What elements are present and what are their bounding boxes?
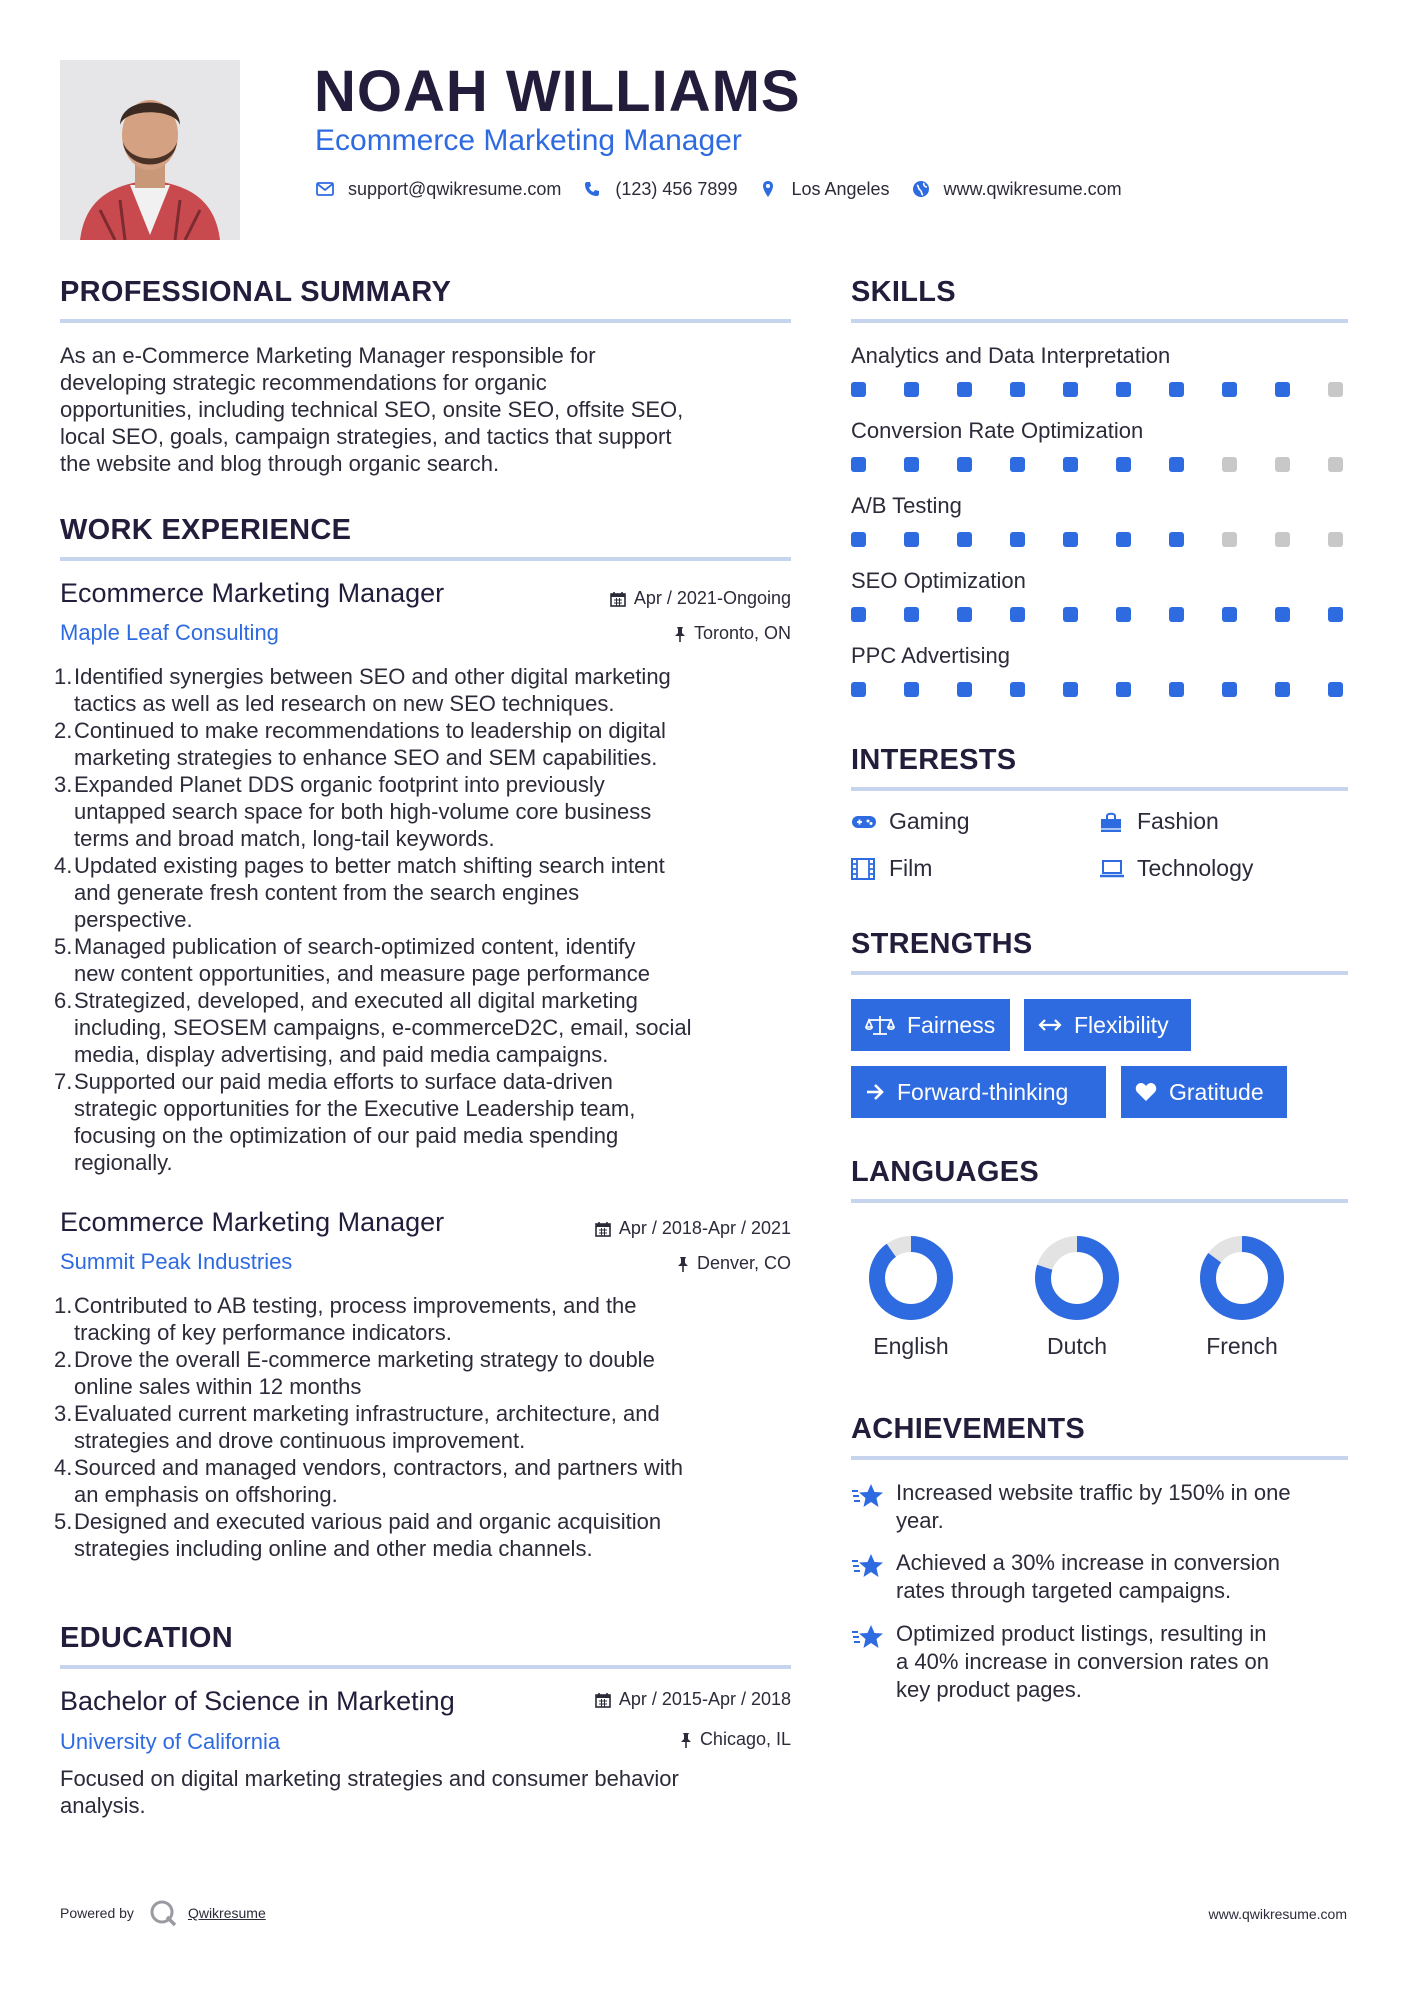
skill-dot-filled xyxy=(1010,382,1025,397)
list-item xyxy=(56,987,796,1068)
interest-label: Gaming xyxy=(889,808,970,834)
bullet-line: tracking of key performance indicators. xyxy=(74,1320,452,1345)
footer-website[interactable]: www.qwikresume.com xyxy=(1208,1906,1347,1922)
star-badge-icon xyxy=(851,1620,887,1704)
company-name[interactable]: Summit Peak Industries xyxy=(60,1249,293,1274)
skill-name: Analytics and Data Interpretation xyxy=(851,343,1171,368)
skill-dot-filled xyxy=(851,532,866,547)
skill-name: Conversion Rate Optimization xyxy=(851,418,1144,443)
bullet-line: Sourced and managed vendors, contractors, and partners with xyxy=(74,1455,684,1480)
strength-label: Gratitude xyxy=(1169,1078,1264,1105)
achievements-divider xyxy=(851,1456,1348,1460)
list-number: 1. xyxy=(54,1293,73,1318)
job-location xyxy=(677,1253,791,1274)
skill-dot-empty xyxy=(1222,532,1237,547)
summary-line: developing strategic recommendations for organic xyxy=(60,370,547,395)
bullet-line: strategies and drove continuous improvement. xyxy=(74,1428,526,1453)
candidate-title: Ecommerce Marketing Manager xyxy=(315,124,742,157)
skill-dot-filled xyxy=(957,382,972,397)
strengths-heading: STRENGTHS xyxy=(851,928,1033,960)
interest-item xyxy=(1099,808,1219,835)
interest-label: Film xyxy=(889,855,933,881)
skill-dot-filled xyxy=(851,607,866,622)
skill-dot-filled xyxy=(1010,532,1025,547)
job-dates-text: Apr / 2021-Ongoing xyxy=(633,588,791,608)
language-name: English xyxy=(873,1333,949,1359)
bullet-line: online sales within 12 months xyxy=(74,1374,362,1399)
strength-tag xyxy=(1121,1066,1287,1118)
job-location-text: Toronto, ON xyxy=(693,623,791,643)
skill-name: A/B Testing xyxy=(851,493,962,518)
interest-item xyxy=(851,855,932,882)
bullet-line: perspective. xyxy=(74,907,193,932)
map-pin-icon xyxy=(757,178,779,200)
skill-dot-filled xyxy=(957,532,972,547)
skill-dot-filled xyxy=(1275,607,1290,622)
school-name[interactable]: University of California xyxy=(60,1729,281,1754)
skill-dot-filled xyxy=(1169,532,1184,547)
job-bullets xyxy=(56,1292,796,1562)
skill-name: PPC Advertising xyxy=(851,643,1010,668)
candidate-name: NOAH WILLIAMS xyxy=(314,59,801,124)
skill-dot-filled xyxy=(851,382,866,397)
bullet-line: new content opportunities, and measure page performance xyxy=(74,961,651,986)
strength-label: Forward-thinking xyxy=(897,1078,1069,1105)
website-text: www.qwikresume.com xyxy=(943,178,1122,199)
list-number: 4. xyxy=(54,853,73,878)
list-item xyxy=(56,933,796,987)
job-bullets xyxy=(56,663,796,1176)
skill-dot-empty xyxy=(1328,532,1343,547)
skill-dot-filled xyxy=(1010,682,1025,697)
balance-scale-icon xyxy=(865,1014,895,1036)
list-item xyxy=(56,1346,796,1400)
list-item xyxy=(56,663,796,717)
skill-dot-filled xyxy=(1169,607,1184,622)
list-item xyxy=(56,1068,796,1176)
skill-rating xyxy=(851,382,1343,398)
skill-rating xyxy=(851,682,1343,698)
skill-dot-empty xyxy=(1275,457,1290,472)
education-divider xyxy=(60,1665,791,1669)
bullet-line: Identified synergies between SEO and other digital marketing xyxy=(74,664,671,689)
bullet-line: terms and broad match, long-tail keywords. xyxy=(74,826,495,851)
contact-location xyxy=(757,178,889,200)
contact-email[interactable] xyxy=(314,178,561,200)
skill-dot-filled xyxy=(957,607,972,622)
skill-dot-filled xyxy=(1169,457,1184,472)
achievement-text xyxy=(896,1549,1280,1605)
education-dates-text: Apr / 2015-Apr / 2018 xyxy=(618,1689,791,1709)
skill-dot-empty xyxy=(1328,457,1343,472)
language-proficiency-ring xyxy=(868,1235,954,1321)
list-number: 2. xyxy=(54,718,73,743)
skill-rating xyxy=(851,457,1343,473)
calendar-icon xyxy=(610,591,626,607)
skill-dot-filled xyxy=(1063,682,1078,697)
education-location xyxy=(680,1729,791,1750)
skill-dot-filled xyxy=(1275,382,1290,397)
language-ring-fill xyxy=(877,1244,945,1312)
pushpin-icon xyxy=(677,1256,689,1272)
globe-icon xyxy=(910,178,932,200)
powered-by-text: Powered by xyxy=(60,1905,134,1921)
education-heading: EDUCATION xyxy=(60,1622,233,1654)
bullet-line: Updated existing pages to better match shifting search intent xyxy=(74,853,665,878)
experience-divider xyxy=(60,557,791,561)
list-item xyxy=(56,771,796,852)
bullet-line: Evaluated current marketing infrastructure, architecture, and xyxy=(74,1401,660,1426)
footer-branding xyxy=(60,1898,266,1928)
list-number: 7. xyxy=(54,1069,73,1094)
location-text: Los Angeles xyxy=(791,178,890,199)
list-number: 5. xyxy=(54,934,73,959)
bullet-line: focusing on the optimization of our paid media spending xyxy=(74,1123,619,1148)
summary-line: As an e-Commerce Marketing Manager responsible for xyxy=(60,343,596,368)
skill-dot-filled xyxy=(851,682,866,697)
list-number: 3. xyxy=(54,1401,73,1426)
skill-dot-empty xyxy=(1275,532,1290,547)
strength-tag xyxy=(851,999,1010,1051)
interest-item xyxy=(851,808,970,835)
skill-dot-filled xyxy=(1063,457,1078,472)
bullet-line: tactics as well as led research on new SEO techniques. xyxy=(74,691,615,716)
pushpin-icon xyxy=(674,626,686,642)
experience-heading: WORK EXPERIENCE xyxy=(60,514,352,546)
arrow-right-icon xyxy=(865,1083,885,1101)
achievement-line: Optimized product listings, resulting in xyxy=(896,1621,1267,1646)
language-item xyxy=(1012,1235,1142,1360)
arrows-horizontal-icon xyxy=(1038,1018,1062,1032)
achievements-heading: ACHIEVEMENTS xyxy=(851,1413,1086,1445)
skill-dot-filled xyxy=(904,607,919,622)
education-line: Focused on digital marketing strategies and consumer behavior xyxy=(60,1766,679,1791)
pushpin-icon xyxy=(680,1732,692,1748)
language-name: French xyxy=(1206,1333,1278,1359)
skill-dot-filled xyxy=(904,682,919,697)
list-number: 4. xyxy=(54,1455,73,1480)
language-proficiency-ring xyxy=(1199,1235,1285,1321)
skill-rating xyxy=(851,532,1343,548)
achievement-line: year. xyxy=(896,1508,944,1533)
bullet-line: Continued to make recommendations to leadership on digital xyxy=(74,718,666,743)
job-dates-text: Apr / 2018-Apr / 2021 xyxy=(618,1218,791,1238)
company-name[interactable]: Maple Leaf Consulting xyxy=(60,620,279,645)
achievement-item xyxy=(851,1479,1351,1535)
bullet-line: media, display advertising, and paid media campaigns. xyxy=(74,1042,609,1067)
bullet-line: regionally. xyxy=(74,1150,173,1175)
interest-label: Fashion xyxy=(1137,808,1219,834)
skill-dot-empty xyxy=(1328,382,1343,397)
skill-dot-filled xyxy=(904,457,919,472)
list-item xyxy=(56,1400,796,1454)
degree-title: Bachelor of Science in Marketing xyxy=(60,1686,455,1716)
strength-tag xyxy=(851,1066,1106,1118)
bullet-line: an emphasis on offshoring. xyxy=(74,1482,338,1507)
skill-dot-filled xyxy=(1169,382,1184,397)
summary-line: the website and blog through organic search. xyxy=(60,451,500,476)
phone-text: (123) 456 7899 xyxy=(615,178,738,199)
summary-line: local SEO, goals, campaign strategies, and tactics that support xyxy=(60,424,672,449)
list-item xyxy=(56,717,796,771)
skill-dot-filled xyxy=(1010,607,1025,622)
job-title: Ecommerce Marketing Manager xyxy=(60,578,445,608)
profile-photo xyxy=(60,60,240,240)
job-title: Ecommerce Marketing Manager xyxy=(60,1207,445,1237)
bullet-line: Supported our paid media efforts to surface data-driven xyxy=(74,1069,613,1094)
skill-dot-filled xyxy=(1116,607,1131,622)
skill-dot-filled xyxy=(1169,682,1184,697)
skill-dot-filled xyxy=(904,532,919,547)
list-number: 6. xyxy=(54,988,73,1013)
skill-dot-filled xyxy=(904,382,919,397)
strength-label: Fairness xyxy=(907,1011,996,1038)
list-number: 1. xyxy=(54,664,73,689)
skills-divider xyxy=(851,319,1348,323)
heart-icon xyxy=(1135,1082,1157,1102)
interest-label: Technology xyxy=(1137,855,1254,881)
achievement-line: a 40% increase in conversion rates on xyxy=(896,1649,1269,1674)
skills-heading: SKILLS xyxy=(851,276,956,308)
skill-dot-filled xyxy=(1063,382,1078,397)
bullet-line: Expanded Planet DDS organic footprint into previously xyxy=(74,772,605,797)
job-dates xyxy=(610,588,791,609)
interest-item xyxy=(1099,855,1253,882)
language-item xyxy=(846,1235,976,1360)
achievement-item xyxy=(851,1620,1351,1704)
summary-text xyxy=(60,342,683,477)
languages-heading: LANGUAGES xyxy=(851,1156,1039,1188)
bullet-line: Drove the overall E-commerce marketing strategy to double xyxy=(74,1347,655,1372)
list-item xyxy=(56,1508,796,1562)
skill-dot-filled xyxy=(851,457,866,472)
calendar-icon xyxy=(595,1692,611,1708)
star-badge-icon xyxy=(851,1549,887,1605)
summary-divider xyxy=(60,319,791,323)
skill-dot-filled xyxy=(1275,682,1290,697)
qwikresume-logo-icon xyxy=(148,1898,178,1928)
list-number: 2. xyxy=(54,1347,73,1372)
skill-dot-filled xyxy=(1222,607,1237,622)
star-badge-icon xyxy=(851,1479,887,1535)
email-text: support@qwikresume.com xyxy=(348,178,562,199)
bullet-line: and generate fresh content from the search engines xyxy=(74,880,580,905)
bullet-line: Designed and executed various paid and organic acquisition xyxy=(74,1509,662,1534)
list-number: 3. xyxy=(54,772,73,797)
bullet-line: Managed publication of search-optimized content, identify xyxy=(74,934,636,959)
skill-rating xyxy=(851,607,1343,623)
qwikresume-link[interactable]: Qwikresume xyxy=(187,1905,266,1921)
skill-dot-filled xyxy=(1222,382,1237,397)
skill-dot-filled xyxy=(1328,682,1343,697)
person-photo-icon xyxy=(60,60,240,240)
skill-dot-empty xyxy=(1222,457,1237,472)
skill-dot-filled xyxy=(957,457,972,472)
skill-dot-filled xyxy=(1063,532,1078,547)
list-item xyxy=(56,1454,796,1508)
gamepad-icon xyxy=(851,811,877,833)
bullet-line: strategic opportunities for the Executive Leadership team, xyxy=(74,1096,636,1121)
language-item xyxy=(1177,1235,1307,1360)
achievement-text xyxy=(896,1479,1291,1535)
envelope-icon xyxy=(314,178,336,200)
strength-label: Flexibility xyxy=(1074,1011,1169,1038)
education-description xyxy=(60,1765,679,1819)
skill-dot-filled xyxy=(957,682,972,697)
strengths-divider xyxy=(851,971,1348,975)
phone-icon xyxy=(581,178,603,200)
bullet-line: strategies including online and other media channels. xyxy=(74,1536,593,1561)
list-item xyxy=(56,852,796,933)
list-number: 5. xyxy=(54,1509,73,1534)
language-name: Dutch xyxy=(1046,1333,1108,1359)
job-location-text: Denver, CO xyxy=(696,1253,791,1273)
skill-dot-filled xyxy=(1116,457,1131,472)
bullet-line: Contributed to AB testing, process improvements, and the xyxy=(74,1293,637,1318)
list-item xyxy=(56,1292,796,1346)
skill-dot-filled xyxy=(1116,382,1131,397)
bullet-line: marketing strategies to enhance SEO and SEM capabilities. xyxy=(74,745,658,770)
skill-dot-filled xyxy=(1116,682,1131,697)
achievement-line: rates through targeted campaigns. xyxy=(896,1578,1232,1603)
laptop-icon xyxy=(1099,858,1125,880)
skill-dot-filled xyxy=(1328,607,1343,622)
education-line: analysis. xyxy=(60,1793,146,1818)
strength-tag xyxy=(1024,999,1191,1051)
languages-divider xyxy=(851,1199,1348,1203)
education-location-text: Chicago, IL xyxy=(699,1729,791,1749)
film-icon xyxy=(851,858,877,880)
shopping-bag-icon xyxy=(1099,811,1125,833)
contact-phone[interactable] xyxy=(581,178,737,200)
skill-dot-filled xyxy=(1010,457,1025,472)
contact-website[interactable] xyxy=(910,178,1122,200)
achievement-line: key product pages. xyxy=(896,1677,1082,1702)
interests-divider xyxy=(851,787,1348,791)
calendar-icon xyxy=(595,1221,611,1237)
skill-dot-filled xyxy=(1222,682,1237,697)
job-location xyxy=(674,623,791,644)
summary-line: opportunities, including technical SEO, onsite SEO, offsite SEO, xyxy=(60,397,684,422)
summary-heading: PROFESSIONAL SUMMARY xyxy=(60,276,452,308)
contact-bar xyxy=(314,178,1142,200)
interests-heading: INTERESTS xyxy=(851,744,1017,776)
skill-dot-filled xyxy=(1116,532,1131,547)
bullet-line: including, SEOSEM campaigns, e-commerceD2C, email, social xyxy=(74,1015,692,1040)
skill-name: SEO Optimization xyxy=(851,568,1026,593)
education-dates xyxy=(595,1689,791,1710)
achievement-line: Increased website traffic by 150% in one xyxy=(896,1480,1291,1505)
bullet-line: Strategized, developed, and executed all digital marketing xyxy=(74,988,638,1013)
bullet-line: untapped search space for both high-volume core business xyxy=(74,799,652,824)
achievement-text xyxy=(896,1620,1269,1704)
achievement-item xyxy=(851,1549,1351,1605)
job-dates xyxy=(595,1218,791,1239)
language-proficiency-ring xyxy=(1034,1235,1120,1321)
skill-dot-filled xyxy=(1063,607,1078,622)
achievement-line: Achieved a 30% increase in conversion xyxy=(896,1550,1281,1575)
